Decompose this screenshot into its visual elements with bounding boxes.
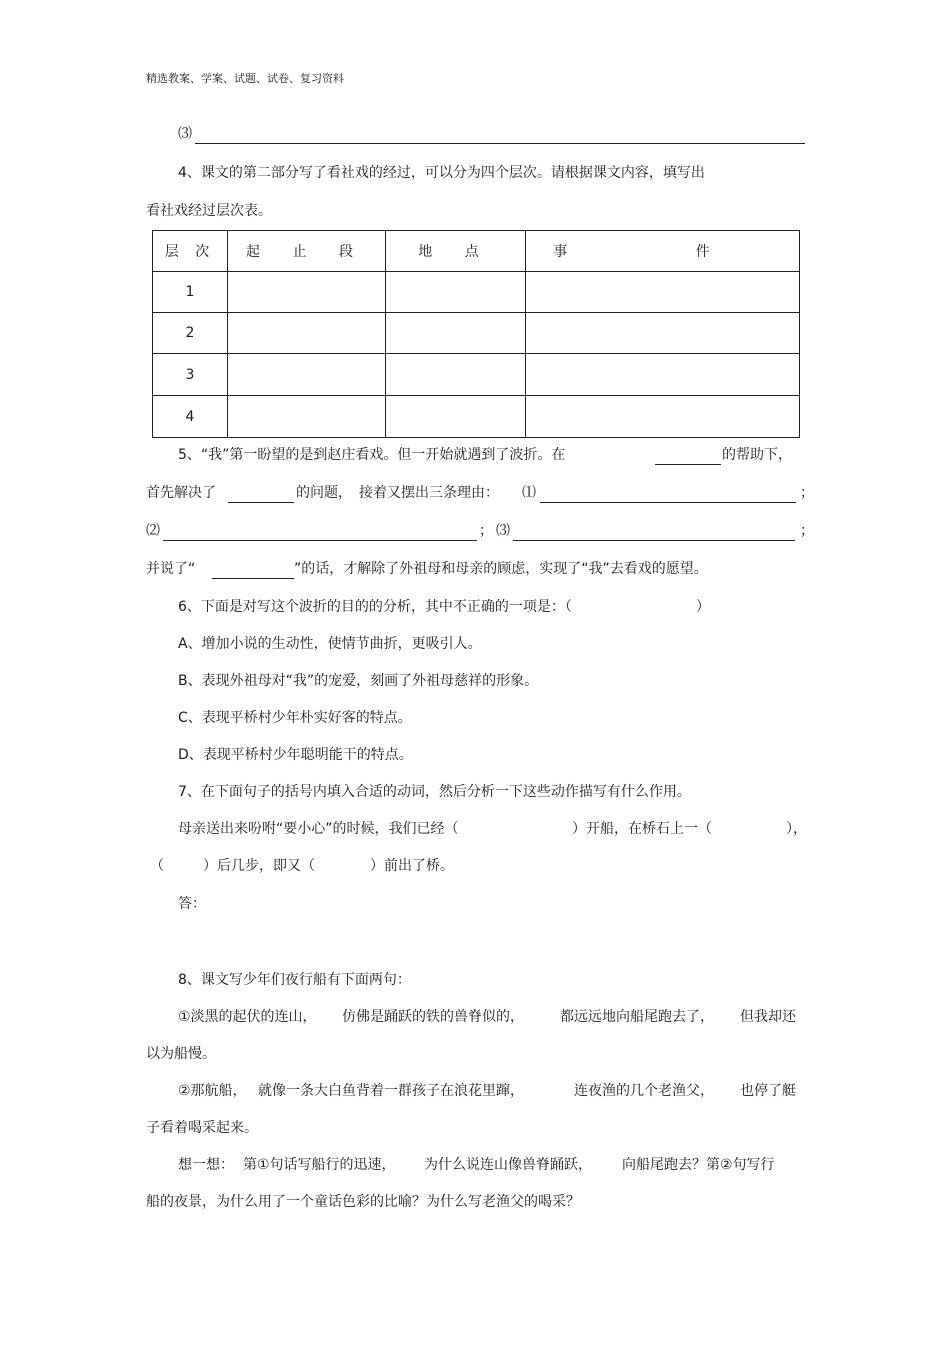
q7-sentence-a: 母亲送出来吩咐“要小心”的时候，我们已经（ xyxy=(178,821,459,837)
q5-blank-reason-3[interactable] xyxy=(513,540,795,541)
page-header: 精选教案、学案、试题、试卷、复习资料 xyxy=(146,72,344,85)
header-event: 事 件 xyxy=(526,231,800,272)
q5-semicolon-1: ； xyxy=(800,485,814,501)
q5-blank-helper[interactable] xyxy=(655,464,721,465)
q5-blank-reason-1[interactable] xyxy=(540,502,796,503)
q3-item-marker: ⑶ xyxy=(178,126,192,142)
q5-line4-b: ”的话，才解除了外祖母和母亲的顾虑，实现了“我”去看戏的愿望。 xyxy=(294,561,708,577)
q6-option-d[interactable]: D、表现平桥村少年聪明能干的特点。 xyxy=(178,747,413,763)
q8-sentence2-c: 连夜渔的几个老渔父， xyxy=(574,1083,714,1099)
q7-answer-label: 答： xyxy=(178,896,206,912)
row-number: 1 xyxy=(153,272,228,313)
q5-blank-problem[interactable] xyxy=(228,502,294,503)
q8-think-c: 为什么说连山像兽脊踊跃， xyxy=(424,1157,592,1173)
q8-sentence1-b: 仿佛是踊跃的铁的兽脊似的， xyxy=(342,1009,524,1025)
header-paragraph-range: 起 止 段 xyxy=(228,231,386,272)
q8-think-e: 船的夜景，为什么用了一个童话色彩的比喻？为什么写老渔父的喝采？ xyxy=(146,1194,580,1210)
answer-cell[interactable] xyxy=(386,396,526,438)
answer-cell[interactable] xyxy=(526,313,800,354)
answer-cell[interactable] xyxy=(228,272,386,313)
q7-blank-3[interactable] xyxy=(165,857,201,875)
q8-sentence2-a: ②那航船， xyxy=(178,1083,247,1099)
q7-open-paren: （ xyxy=(150,858,164,874)
q8-sentence2-b: 就像一条大白鱼背着一群孩子在浪花里蹿， xyxy=(258,1083,524,1099)
q8-sentence2-e: 子看着喝采起来。 xyxy=(146,1120,258,1136)
q3-answer-line[interactable] xyxy=(195,143,805,144)
answer-cell[interactable] xyxy=(526,396,800,438)
table-row xyxy=(153,396,800,438)
row-number: 2 xyxy=(153,313,228,354)
q8-sentence2-d: 也停了艇 xyxy=(740,1083,796,1099)
q5-blank-quote[interactable] xyxy=(212,578,294,579)
q5-reason-marker-2: ⑵ xyxy=(146,523,160,539)
table-header-row xyxy=(153,231,800,272)
answer-cell[interactable] xyxy=(386,272,526,313)
q8-think-b: 第①句话写船行的迅速， xyxy=(243,1157,396,1173)
q5-reason-marker-1: ⑴ xyxy=(522,485,536,501)
q7-sentence-e: ）前出了桥。 xyxy=(370,858,454,874)
q5-blank-reason-2[interactable] xyxy=(163,540,477,541)
header-location: 地 点 xyxy=(386,231,526,272)
q5-line2-c: 接着又摆出三条理由： xyxy=(359,485,499,501)
q7-blank-2[interactable] xyxy=(724,820,782,838)
answer-cell[interactable] xyxy=(386,313,526,354)
q6-stem: 6、下面是对写这个波折的目的的分析，其中不正确的一项是：（ xyxy=(178,599,572,615)
answer-cell[interactable] xyxy=(228,313,386,354)
q7-blank-1[interactable] xyxy=(494,820,568,838)
header-level: 层 次 xyxy=(153,231,228,272)
table-row xyxy=(153,313,800,354)
q6-option-a[interactable]: A、增加小说的生动性，使情节曲折，更吸引人。 xyxy=(178,636,482,652)
q6-option-c[interactable]: C、表现平桥村少年朴实好客的特点。 xyxy=(178,710,412,726)
q8-sentence1-e: 以为船慢。 xyxy=(146,1046,216,1062)
q5-stem-end: 的帮助下， xyxy=(722,447,792,463)
q7-sentence-c: ）， xyxy=(786,821,807,837)
q4-stem-cont: 看社戏经过层次表。 xyxy=(146,203,272,219)
q6-option-b[interactable]: B、表现外祖母对“我”的宠爱，刻画了外祖母慈祥的形象。 xyxy=(178,673,539,689)
q5-line2-b: 的问题， xyxy=(296,485,352,501)
levels-table xyxy=(152,230,800,438)
q8-sentence1-a: ①淡黑的起伏的连山， xyxy=(178,1009,317,1025)
table-row xyxy=(153,272,800,313)
q5-line2-a: 首先解决了 xyxy=(146,485,216,501)
q8-sentence1-d: 但我却还 xyxy=(740,1009,796,1025)
answer-cell[interactable] xyxy=(526,272,800,313)
q8-sentence1-c: 都远远地向船尾跑去了， xyxy=(560,1009,714,1025)
q5-semicolon-3: ； xyxy=(800,523,814,539)
answer-cell[interactable] xyxy=(228,396,386,438)
q5-stem: 5、“我”第一盼望的是到赵庄看戏。但一开始就遇到了波折。在 xyxy=(178,447,566,463)
row-number: 3 xyxy=(153,354,228,396)
q6-close-paren: ） xyxy=(696,599,710,615)
q8-stem: 8、课文写少年们夜行船有下面两句： xyxy=(178,972,411,988)
table-row xyxy=(153,354,800,396)
q6-answer-blank[interactable] xyxy=(602,598,694,616)
q7-sentence-b: ）开船，在桥石上一（ xyxy=(572,821,712,837)
q4-stem: 4、课文的第二部分写了看社戏的经过，可以分为四个层次。请根据课文内容，填写出 xyxy=(178,165,705,181)
q8-think-a: 想一想： xyxy=(178,1157,234,1173)
q8-think-d: 向船尾跑去？第②句写行 xyxy=(622,1157,775,1173)
answer-cell[interactable] xyxy=(228,354,386,396)
q5-line4-a: 并说了“ xyxy=(146,561,196,577)
q7-blank-4[interactable] xyxy=(322,857,368,875)
q7-sentence-d: ）后几步，即又（ xyxy=(203,858,315,874)
answer-cell[interactable] xyxy=(526,354,800,396)
q5-reason-marker-3: ⑶ xyxy=(496,523,510,539)
answer-cell[interactable] xyxy=(386,354,526,396)
q5-semicolon-2: ； xyxy=(479,523,493,539)
row-number: 4 xyxy=(153,396,228,438)
q7-stem: 7、在下面句子的括号内填入合适的动词，然后分析一下这些动作描写有什么作用。 xyxy=(178,784,691,800)
